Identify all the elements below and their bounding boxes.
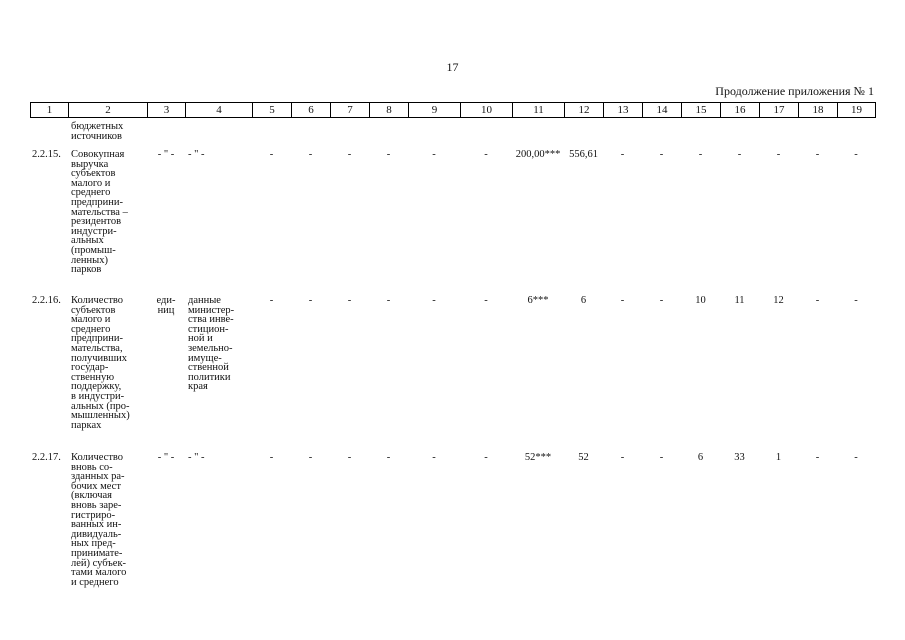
value-cell-col18: -	[815, 149, 820, 160]
unit-cell: - " -	[157, 149, 175, 160]
header-cell-18: 18	[799, 103, 838, 118]
header-cell-9: 9	[409, 103, 461, 118]
value-cell-col13: -	[620, 149, 625, 160]
header-cell-16: 16	[721, 103, 760, 118]
header-cell-1: 1	[31, 103, 69, 118]
header-cell-19: 19	[838, 103, 876, 118]
source-cell: данные министер- ства инве- стицион- ной и земельно- имуще- ственной политики края	[188, 295, 235, 393]
value-cell-col18: -	[815, 295, 820, 306]
value-cell-col7: -	[347, 295, 352, 306]
value-cell-col9: -	[432, 149, 436, 160]
value-cell-col5: -	[269, 452, 274, 463]
header-cell-13: 13	[604, 103, 643, 118]
header-cell-11: 11	[513, 103, 565, 118]
unit-cell: - " -	[157, 452, 175, 463]
value-cell-col6: -	[308, 452, 313, 463]
indicator-name: Совокупная выручка субъектов малого и среднего предприни- мательства – резидентов индустри- альных (промыш- ленных) парков	[71, 149, 128, 276]
value-cell-col8: -	[386, 295, 391, 306]
value-cell-col19: -	[854, 452, 858, 463]
indicator-name: Количество субъектов малого и среднего предприни- мательства, получивших государ- ственную поддержку, в индустри- альных (про- мышленных) парках	[71, 295, 130, 431]
row-number: 2.2.15.	[32, 149, 61, 160]
indicator-name: Количество вновь со- зданных ра- бочих мест (включая вновь заре- гистриро- ванных ин- дивидуаль- ных пред- принимате- лей) субъек- тами малого и среднего	[71, 452, 127, 588]
header-cell-15: 15	[682, 103, 721, 118]
value-cell-col13: -	[620, 452, 625, 463]
unit-cell: еди- ниц	[156, 295, 176, 316]
header-cell-4: 4	[186, 103, 253, 118]
value-cell-col11: 52***	[524, 452, 552, 463]
source-cell: - " -	[188, 452, 205, 463]
value-cell-col15: 6	[697, 452, 704, 463]
value-cell-col6: -	[308, 295, 313, 306]
header-cell-3: 3	[148, 103, 186, 118]
value-cell-col17: -	[776, 149, 781, 160]
value-cell-col15: 10	[695, 295, 706, 306]
header-cell-6: 6	[292, 103, 331, 118]
value-cell-col12: 6	[580, 295, 587, 306]
value-cell-col19: -	[854, 149, 858, 160]
header-cell-7: 7	[331, 103, 370, 118]
value-cell-col10: -	[484, 149, 488, 160]
value-cell-col7: -	[347, 452, 352, 463]
value-cell-col16: 11	[734, 295, 745, 306]
value-cell-col17: 12	[773, 295, 784, 306]
header-cell-12: 12	[565, 103, 604, 118]
header-cell-17: 17	[760, 103, 799, 118]
value-cell-col10: -	[484, 452, 488, 463]
value-cell-col18: -	[815, 452, 820, 463]
value-cell-col14: -	[659, 149, 664, 160]
value-cell-col16: 33	[734, 452, 745, 463]
page-number: 17	[446, 60, 459, 74]
value-cell-col8: -	[386, 149, 391, 160]
value-cell-col8: -	[386, 452, 391, 463]
value-cell-col15: -	[698, 149, 703, 160]
header-cell-8: 8	[370, 103, 409, 118]
value-cell-col16: -	[737, 149, 742, 160]
header-cell-2: 2	[69, 103, 148, 118]
value-cell-col14: -	[659, 295, 664, 306]
column-number-header	[30, 102, 876, 118]
header-cell-10: 10	[461, 103, 513, 118]
value-cell-col10: -	[484, 295, 488, 306]
value-cell-col11: 6***	[527, 295, 549, 306]
continuation-caption: Продолжение приложения № 1	[715, 84, 874, 98]
value-cell-col14: -	[659, 452, 664, 463]
value-cell-col17: 1	[775, 452, 782, 463]
carry-over-text: бюджетных источников	[71, 121, 124, 142]
value-cell-col13: -	[620, 295, 625, 306]
header-cell-14: 14	[643, 103, 682, 118]
value-cell-col12: 556,61	[569, 149, 598, 160]
value-cell-col9: -	[432, 452, 436, 463]
value-cell-col7: -	[347, 149, 352, 160]
value-cell-col11: 200,00***	[515, 149, 561, 160]
row-number: 2.2.17.	[32, 452, 61, 463]
header-cell-5: 5	[253, 103, 292, 118]
value-cell-col6: -	[308, 149, 313, 160]
source-cell: - " -	[188, 149, 205, 160]
value-cell-col19: -	[854, 295, 858, 306]
value-cell-col5: -	[269, 295, 274, 306]
row-number: 2.2.16.	[32, 295, 61, 306]
value-cell-col9: -	[432, 295, 436, 306]
value-cell-col5: -	[269, 149, 274, 160]
value-cell-col12: 52	[578, 452, 589, 463]
